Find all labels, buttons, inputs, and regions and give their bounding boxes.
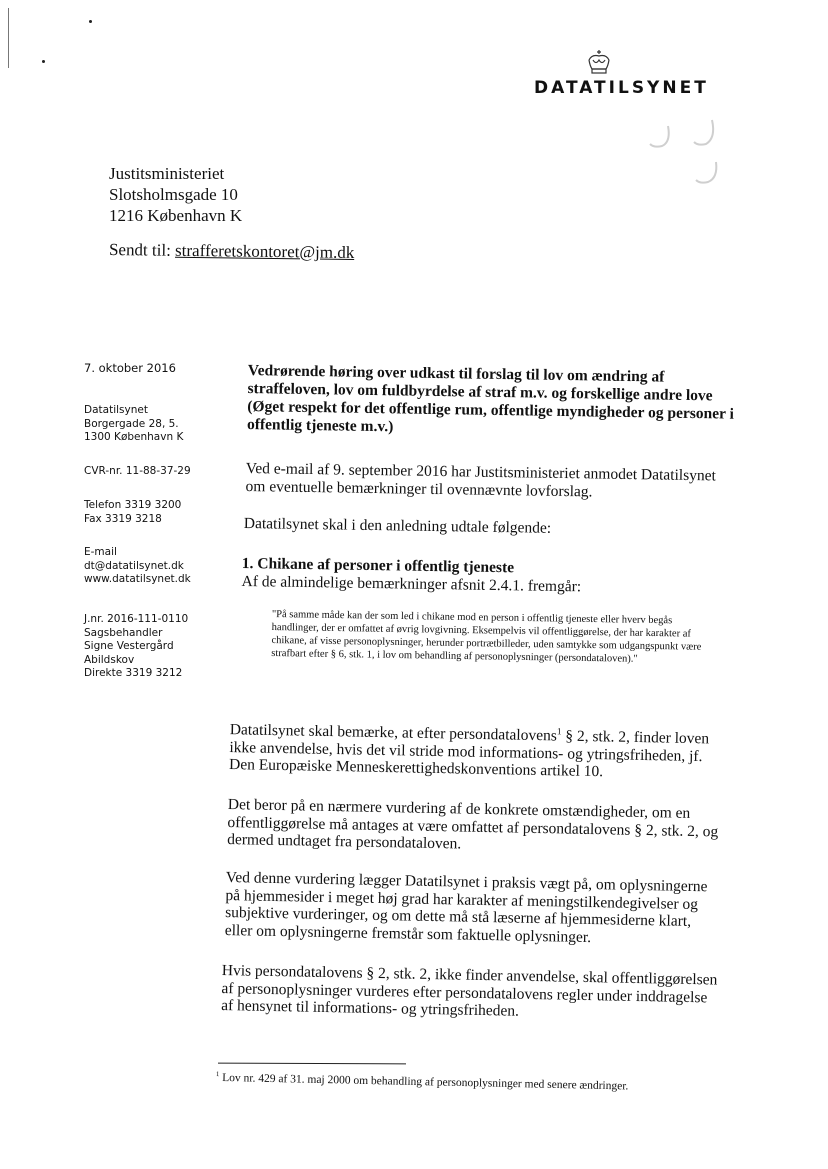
handler-name-cont: Abildskov — [84, 653, 135, 666]
contact-phone-fax — [84, 499, 181, 526]
intro-paragraph: Ved e-mail af 9. september 2016 har Justitsministeriet anmodet Datatilsynet om eventuelle bemærkninger til ovennævnte lovforslag. — [245, 460, 717, 500]
footnote-text: Lov nr. 429 af 31. maj 2000 om behandling af personoplysninger med senere ændringer. — [222, 1071, 629, 1093]
org-name: Datatilsynet — [84, 404, 148, 416]
recipient-street: Slotsholmsgade 10 — [109, 185, 238, 204]
section-1 — [241, 555, 721, 598]
section-1-lead: Af de almindelige bemærkninger afsnit 2.4.1. fremgår: — [241, 572, 582, 595]
subject-heading: Vedrørende høring over udkast til forslag til lov om ændring af straffeloven, lov om fuldbyrdelse af straf m.v. og forskellige andre love (Øget respekt for det offentlige rum, offentlige myndigheder og personer i offentlig tjeneste m.v.) — [246, 362, 734, 436]
direct-phone: Direkte 3319 3212 — [84, 667, 183, 679]
handler-name: Signe Vestergård — [84, 640, 174, 652]
cvr-number — [84, 465, 191, 479]
paragraph-1 — [229, 718, 726, 783]
footnote-mark: 1 — [215, 1071, 220, 1079]
paragraph-1-rest: § 2, stk. 2, finder loven ikke anvendelse, hvis det vil stride mod informations- og ytringsfriheden, jf. Den Europæiske Menneskerettighedskonventions artikel 10. — [228, 727, 710, 781]
footnote — [216, 1071, 629, 1092]
date-text: 7. oktober 2016 — [84, 361, 176, 375]
journal-number: J.nr. 2016-111-0110 — [84, 613, 189, 625]
recipient-name: Justitsministeriet — [109, 164, 225, 183]
crown-icon — [584, 48, 614, 76]
scan-speck — [89, 20, 92, 23]
quoted-passage: "På samme måde kan der som led i chikane mod en person i offentlig tjeneste eller hverv begås handlinger, der er omfattet af øvrig lovgivning. Eksempelvis vil offentliggørelse, der har karakter af chikane, af visse personoplysninger, herunder portrætbilleder, uden samtykke som udgangspunkt være strafbart efter § 6, stk. 1, i lov om behandling af personoplysninger (persondataloven)." — [271, 608, 702, 665]
org-street: Borgergade 28, 5. — [84, 417, 179, 430]
web-text[interactable]: www.datatilsynet.dk — [84, 573, 191, 585]
datatilsynet-logo — [534, 48, 744, 108]
recipient-address — [109, 163, 242, 226]
section-1-title: 1. Chikane af personer i offentlig tjeneste — [241, 555, 515, 577]
paragraph-3: Ved denne vurdering lægger Datatilsynet i praksis vægt på, om oplysningerne på hjemmesider i meget høj grad har karakter af meningstilkendegivelser og subjektive vurderinger, og om dette må stå læserne af hjemmesiderne klart, eller om oplysningerne fremstår som faktuelle oplysninger. — [224, 869, 708, 946]
footnote-divider — [218, 1063, 406, 1065]
case-info — [84, 613, 188, 681]
paragraph-1-start: Datatilsynet skal bemærke, at efter persondatalovens — [229, 721, 558, 745]
org-city: 1300 København K — [84, 431, 184, 443]
contact-email-web — [84, 546, 191, 587]
handler-label: Sagsbehandler — [84, 626, 163, 639]
sent-to-email-link[interactable]: strafferetskontoret@jm.dk — [175, 240, 355, 262]
cvr-text: CVR-nr. 11-88-37-29 — [84, 465, 191, 477]
logo-wordmark: DATATILSYNET — [534, 78, 709, 98]
faint-stamp-marks — [628, 118, 728, 198]
paragraph-2: Det beror på en nærmere vurdering af de konkrete omstændigheder, om en offentliggørelse må antages at være omfattet af persondatalovens § 2, stk. 2, og dermed undtaget fra persondataloven. — [227, 796, 719, 853]
scan-edge-line — [8, 8, 9, 68]
footnote-reference: 1 — [556, 727, 562, 738]
email-text[interactable]: dt@datatilsynet.dk — [84, 559, 184, 572]
letter-date — [84, 362, 176, 376]
fax-text: Fax 3319 3218 — [84, 512, 162, 525]
sent-to-line — [109, 240, 355, 263]
email-label: E-mail — [84, 546, 117, 558]
paragraph-4: Hvis persondatalovens § 2, stk. 2, ikke finder anvendelse, skal offentliggørelsen af personoplysninger vurderes efter persondatalovens regler under inddragelse af hensynet til informations- og ytringsfriheden. — [221, 962, 718, 1020]
sender-address — [84, 404, 183, 445]
statement-paragraph: Datatilsynet skal i den anledning udtale følgende: — [243, 515, 552, 537]
sent-to-label: Sendt til: — [108, 240, 171, 260]
recipient-city: 1216 København K — [109, 206, 243, 225]
scan-speck — [42, 60, 45, 63]
phone-text: Telefon 3319 3200 — [84, 499, 182, 511]
